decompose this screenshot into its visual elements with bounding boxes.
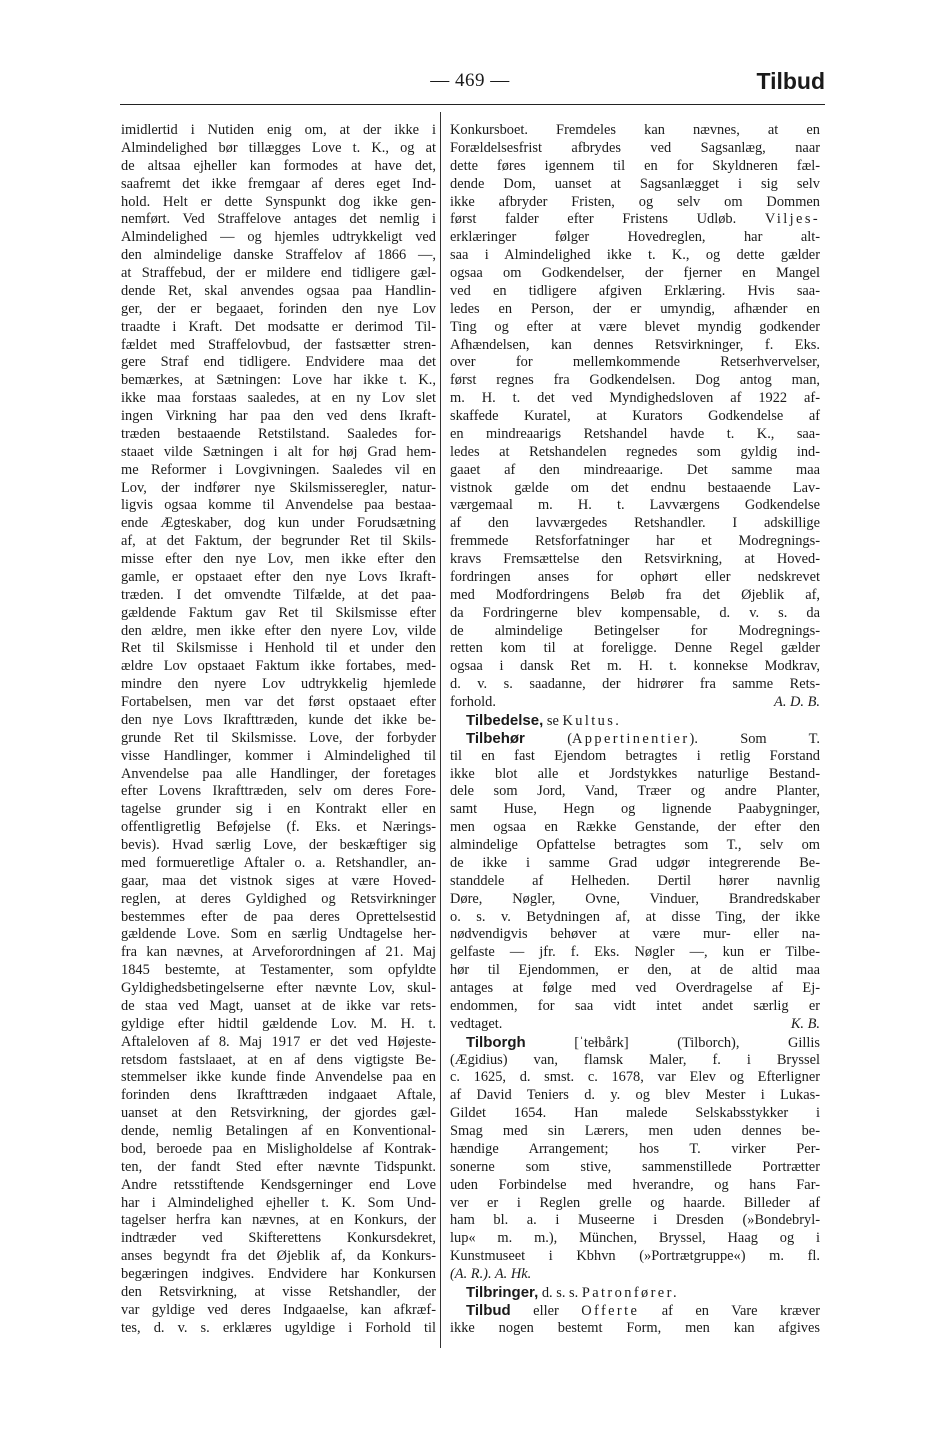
- text-line: standdele af Helheden. Dertil hører navnlig: [450, 872, 820, 889]
- text-line: hør til Ejendommen, er den, at de altid maa: [450, 962, 820, 979]
- text-line: den almindelige danske Straffelov af 1866 —,: [121, 247, 436, 264]
- text-line: en mindreaarigs Retshandel havde t. K., saa-: [450, 425, 820, 442]
- text-line: indtræder ved Skifterettens Konkursdekret,: [121, 1230, 436, 1247]
- text-line: offentligretlig Beføjelse (f. Eks. et Nærings-: [121, 819, 436, 836]
- text-line: gældende Love. Som en særlig Undtagelse her-: [121, 926, 436, 943]
- text-line: traadte i Kraft. Det modsatte er derimod Til-: [121, 318, 436, 335]
- text-line: ikke blot alle et Jordstykkes naturlige Bestand-: [450, 765, 820, 782]
- text-line: [450, 1266, 820, 1284]
- text-line: d. v. s. saadanne, der hidrører fra samme Rets-: [450, 676, 820, 693]
- headword: Tilbud: [466, 1301, 511, 1319]
- text-line: saafremt det ikke fremgaar af deres eget Ind-: [121, 175, 436, 192]
- text-line: [450, 211, 820, 229]
- text-line: gyldige efter hidtil gældende Lov. M. H. t.: [121, 1015, 436, 1032]
- text-line: skaffede Kuratel, at Kurators Godkendelse af: [450, 408, 820, 424]
- text-line: Anvendelse paa alle Handlinger, der foretages: [121, 765, 436, 782]
- text-line: lup« m. m.), München, Bryssel, Haag og i: [450, 1230, 820, 1247]
- text-line: ingen Virkning har paa den ved dens Ikraft-: [121, 408, 436, 424]
- text-line: ham bl. a. i Museerne i Dresden (»Bondebryl-: [450, 1212, 820, 1229]
- text-span: [ˈteɫbårk] (Tilborch), Gillis: [525, 1034, 820, 1051]
- text-line: til en fast Ejendom betragtes i retlig Forstand: [450, 747, 820, 764]
- text-line: tes, d. v. s. erklæres ugyldige i Forhold til: [121, 1319, 436, 1336]
- text-line: over for mellemkommende Retserhvervelser,: [450, 354, 820, 371]
- text-line: nødvendigvis behøver at være mur- eller na-: [450, 926, 820, 943]
- text-span: se: [543, 712, 563, 729]
- text-line: gaar, maa det vistnok siges at være Hoved-: [121, 872, 436, 889]
- text-line: Forældelsesfrist afbrydes ved Sagsanlæg, naar: [450, 139, 820, 156]
- entry-tilborgh: [450, 1034, 820, 1052]
- text-line: ældre Lov opstaaet Faktum ikke fortabes, med-: [121, 658, 436, 675]
- text-line: uden Forbindelse med hverandre, og hans Far-: [450, 1176, 820, 1193]
- text-line: dele som Jord, Vand, Træer og andre Planter,: [450, 783, 820, 800]
- headword: Tilbehør: [466, 729, 525, 747]
- text-line: den nye Lovs Ikrafttræden, kunde det ikke be-: [121, 711, 436, 728]
- text-line: 1845 bestemte, at Testamenter, som opfyldte: [121, 962, 436, 979]
- text-span: (: [524, 730, 573, 747]
- entry-tilbedelse: [450, 712, 820, 730]
- text-line: de ikke i samme Grad udgør integrerende Be-: [450, 854, 820, 871]
- text-line: hold. Helt er dette Synspunkt dog ikke gen-: [121, 193, 436, 210]
- text-line: ledes at Retshandelen regnedes som gyldig ind-: [450, 443, 820, 460]
- text-span: forhold.: [450, 694, 496, 710]
- text-span: først falder efter Fristens Udløb.: [450, 211, 737, 228]
- text-line: visse Handlinger, kommer i Almindelighed til: [121, 747, 436, 764]
- text-line: først regnes fra Godkendelsen. Dog antog man,: [450, 372, 820, 389]
- text-line: bestemmes efter de paa deres Oprettelsestid: [121, 908, 436, 925]
- text-line: gaaet af den mindreaarige. Det samme maa: [450, 461, 820, 478]
- cross-reference: Kultus.: [562, 712, 622, 729]
- text-line: retten kom til at foreligge. Denne Regel gælder: [450, 640, 820, 657]
- text-line: har i Almindelighed ejheller t. K. Som Und-: [121, 1194, 436, 1211]
- text-line: sonerne som stive, sammenstillede Portrætter: [450, 1158, 820, 1175]
- entry-tilbringer: [450, 1284, 820, 1302]
- text-line: fremmede Retsforfatninger har et Modregnings-: [450, 533, 820, 550]
- text-line: de almindelige Betingelser for Modregnings-: [450, 622, 820, 639]
- text-line: dende Dom, uanset at Sagsanlægget i sig selv: [450, 175, 820, 192]
- text-line: [450, 1016, 820, 1034]
- text-line: men ogsaa en Række Genstande, der efter den: [450, 819, 820, 836]
- text-span: vedtaget.: [450, 1015, 503, 1032]
- author-signature: (A. R.). A. Hk.: [450, 1266, 532, 1282]
- text-line: af, at det Faktum, der begrunder Ret til Skils-: [121, 533, 436, 550]
- text-line: almindelige Opfattelse betragtes som T., selv om: [450, 837, 820, 853]
- text-line: gelfaste — jfr. f. Eks. Nøgler —, kun er Tilbe-: [450, 944, 820, 961]
- text-span: af en Vare kræver: [639, 1302, 820, 1319]
- synonym-term: Offerte: [581, 1302, 640, 1319]
- text-line: Gyldighedsbetingelserne efter nævnte Lov, skul-: [121, 980, 436, 996]
- right-column: [450, 122, 820, 1338]
- text-line: ikke maa forstaas saaledes, at en ny Lov slet: [121, 390, 436, 407]
- text-line: ligvis ogsaa komme til Anvendelse paa bestaa-: [121, 497, 436, 514]
- entry-tilbud: [450, 1302, 820, 1320]
- header-rule: [120, 104, 825, 105]
- text-line: c. 1625, d. smst. c. 1678, var Elev og Efterligner: [450, 1069, 820, 1086]
- text-line: erklæringer følger Hovedreglen, har alt-: [450, 229, 820, 246]
- text-line: mindre den nyere Lov udtrykkelig hjemlede: [121, 676, 436, 693]
- text-line: fældet med Straffelovbud, der fastsætter stren-: [121, 336, 436, 353]
- text-span: ). Som T.: [689, 730, 820, 747]
- text-line: Konkursboet. Fremdeles kan nævnes, at en: [450, 122, 820, 138]
- synonym-term: Appertinentier: [572, 730, 690, 747]
- text-line: (Ægidius) van, flamsk Maler, f. i Bryssel: [450, 1051, 820, 1068]
- text-line: ogsaa i dansk Ret m. H. t. konnekse Modkrav,: [450, 658, 820, 675]
- text-line: var gyldige ved deres Indgaaelse, kan afkræf-: [121, 1301, 436, 1318]
- text-line: uanset at den Retsvirkning, der gjordes gæl-: [121, 1105, 436, 1122]
- text-line: af den lavværgedes Retshandler. I adskillige: [450, 515, 820, 532]
- text-line: ledes en Person, der er umyndig, afhænder en: [450, 300, 820, 317]
- text-line: hændige Arrangement; hos T. virker Per-: [450, 1140, 820, 1157]
- text-line: antages at følge med ved Overdragelse af Ej-: [450, 980, 820, 996]
- text-line: vistnok gælde om det endnu bestaaende Lav-: [450, 479, 820, 496]
- text-line: Almindelighed — og hjemles udtrykkeligt ved: [121, 229, 436, 246]
- text-span: eller: [510, 1302, 582, 1319]
- author-signature: A. D. B.: [774, 694, 820, 710]
- text-line: retsdom fastslaaet, at en af dens vigtigste Be-: [121, 1051, 436, 1068]
- text-line: Almindelighed bør tillægges Love t. K., og at: [121, 139, 436, 156]
- text-line: ikke nogen bestemt Form, men kan afgives: [450, 1319, 820, 1336]
- text-line: [450, 694, 820, 712]
- running-head: Tilbud: [756, 68, 825, 94]
- text-line: grunde Ret til Skilsmisse. Love, der forbyder: [121, 729, 436, 746]
- text-line: af David Teniers d. y. og blev Mester i Lukas-: [450, 1087, 820, 1104]
- text-line: saa i Almindelighed ikke t. K., og dette gælder: [450, 247, 820, 264]
- headword: Tilborgh: [466, 1033, 526, 1051]
- text-line: med formueretlige Aftaler o. a. Retshandler, an-: [121, 854, 436, 871]
- text-line: Andre retsstiftende Kendsgerninger end Love: [121, 1176, 436, 1193]
- text-line: ikke afbryder Fristen, og selv om Dommen: [450, 193, 820, 210]
- text-line: med Modfordringens Beløb fra det Øjeblik af,: [450, 586, 820, 603]
- text-line: ved en tidligere afgiven Erklæring. Hvis saa-: [450, 282, 820, 299]
- text-line: ogsaa om Godkendelser, der fjerner en Mangel: [450, 265, 820, 281]
- text-line: ver er i Reglen grelle og haarde. Billeder af: [450, 1194, 820, 1211]
- text-line: tagelse grunder sig i en Kontrakt eller en: [121, 801, 436, 818]
- text-line: Ting og efter at være blevet myndig godkender: [450, 318, 820, 335]
- text-line: bevis). Hvad særlig Love, der beskæftiger sig: [121, 837, 436, 853]
- text-line: nemført. Ved Straffelove antages det nemlig i: [121, 211, 436, 228]
- text-line: den Retsvirkning, at visse Retshandler, der: [121, 1283, 436, 1300]
- left-column: [121, 122, 436, 1338]
- headword: Tilbedelse,: [466, 711, 544, 729]
- text-line: træden. I det omvendte Tilfælde, at det paa-: [121, 586, 436, 603]
- text-line: tagelser herfra kan nævnes, at en Konkurs, der: [121, 1212, 436, 1229]
- text-line: de altsaa ejheller kan formodes at have det,: [121, 157, 436, 174]
- text-line: fordringen anses for ophørt eller nedskrevet: [450, 568, 820, 585]
- author-signature: K. B.: [790, 1015, 820, 1032]
- text-line: Ret til Skilsmisse i Henhold til et under den: [121, 640, 436, 657]
- text-line: ende Ægteskaber, dog kun under Forudsætning: [121, 515, 436, 532]
- text-line: gældende Faktum gav Ret til Skilsmisse efter: [121, 604, 436, 621]
- text-line: gere Straf end tidligere. Endvidere maa det: [121, 354, 436, 371]
- text-line: Afhændelsen, kan dennes Retsvirkninger, f. Eks.: [450, 336, 820, 353]
- text-line: kravs Fremsættelse den Retsvirkning, at Hoved-: [450, 551, 820, 567]
- text-span: d. s. s.: [538, 1284, 582, 1301]
- text-line: gamle, er opstaaet efter den nye Lovs Ikraft-: [121, 568, 436, 585]
- text-line: den ældre, men ikke efter den nyere Lov, vilde: [121, 622, 436, 639]
- cross-reference: Patronfører.: [581, 1284, 679, 1301]
- text-line: Gildet 1654. Han malede Selskabsstykker i: [450, 1105, 820, 1122]
- text-line: o. s. v. Betydningen af, at disse Ting, der ikke: [450, 908, 820, 925]
- text-line: Smag med sin Lærers, men uden dennes be-: [450, 1123, 820, 1139]
- text-line: imidlertid i Nutiden enig om, at der ikke i: [121, 122, 436, 138]
- text-line: ger, der er begaaet, forinden den nye Lov: [121, 300, 436, 317]
- text-line: Døre, Nøgler, Ovne, Vinduer, Brandredskaber: [450, 890, 820, 907]
- text-line: m. H. t. det ved Myndighedsloven af 1922 af-: [450, 390, 820, 407]
- text-line: dette føres igennem til en for Skyldneren fæl-: [450, 157, 820, 174]
- text-line: endommen, for saa vidt intet andet særlig er: [450, 997, 820, 1014]
- text-line: Fortabelsen, men var det først opstaaet efter: [121, 694, 436, 710]
- text-line: de staa ved Magt, uanset at de ikke var rets-: [121, 997, 436, 1014]
- text-line: værgemaal m. H. t. Lavværgens Godkendelse: [450, 497, 820, 514]
- text-line: stemmelser ikke kunde finde Anvendelse paa en: [121, 1069, 436, 1086]
- page-header: [120, 68, 825, 100]
- text-line: at Straffebud, der er mildere end tidligere gæl-: [121, 265, 436, 281]
- text-line: begæringen indgives. Endvidere har Konkursen: [121, 1266, 436, 1282]
- text-line: reglen, at deres Gyldighed og Retsvirkninger: [121, 890, 436, 907]
- text-line: anses begyndt fra det Øjeblik af, da Konkurs-: [121, 1248, 436, 1265]
- text-line: da Fordringerne blev kompensable, d. v. s. da: [450, 604, 820, 621]
- page-number: — 469 —: [430, 70, 510, 91]
- text-line: bod, beroede paa en Misligholdelse af Kontrak-: [121, 1140, 436, 1157]
- text-line: træden bestaaende Retstilstand. Saaledes for-: [121, 425, 436, 442]
- column-divider: [440, 112, 441, 1348]
- text-line: dende Ret, skal anvendes ogsaa paa Handlin-: [121, 282, 436, 299]
- text-line: me Reformer i Lovgivningen. Saaledes vil en: [121, 461, 436, 478]
- text-line: samt Huse, Hegn og lignende Paabygninger,: [450, 801, 820, 818]
- text-line: efter Lovens Ikrafttræden, selv om deres Fore-: [121, 783, 436, 800]
- text-line: forinden dens Ikrafttræden indgaaet Aftale,: [121, 1087, 436, 1104]
- text-line: bemærkes, at Sætningen: Love har ikke t. K.,: [121, 372, 436, 389]
- text-line: Kunstmuseet i Kbhvn (»Portrætgruppe«) m. fl.: [450, 1248, 820, 1265]
- text-line: Lov, der indfører nye Skilsmisseregler, natur-: [121, 479, 436, 496]
- emphasized-term: Viljes-: [764, 211, 821, 228]
- headword: Tilbringer,: [466, 1283, 539, 1301]
- text-line: staaet vilde Sætningen i alt for høj Grad hem-: [121, 443, 436, 460]
- text-line: misse efter den nye Lov, men ikke efter den: [121, 551, 436, 567]
- text-line: Aftaleloven af 8. Maj 1917 er det ved Højeste-: [121, 1033, 436, 1050]
- text-line: fra kan nævnes, at Arveforordningen af 21. Maj: [121, 944, 436, 961]
- text-line: dende, nemlig Betalingen af en Konventional-: [121, 1123, 436, 1139]
- entry-tilbehor: [450, 730, 820, 748]
- text-line: ten, der fandt Sted efter nævnte Tidspunkt.: [121, 1158, 436, 1175]
